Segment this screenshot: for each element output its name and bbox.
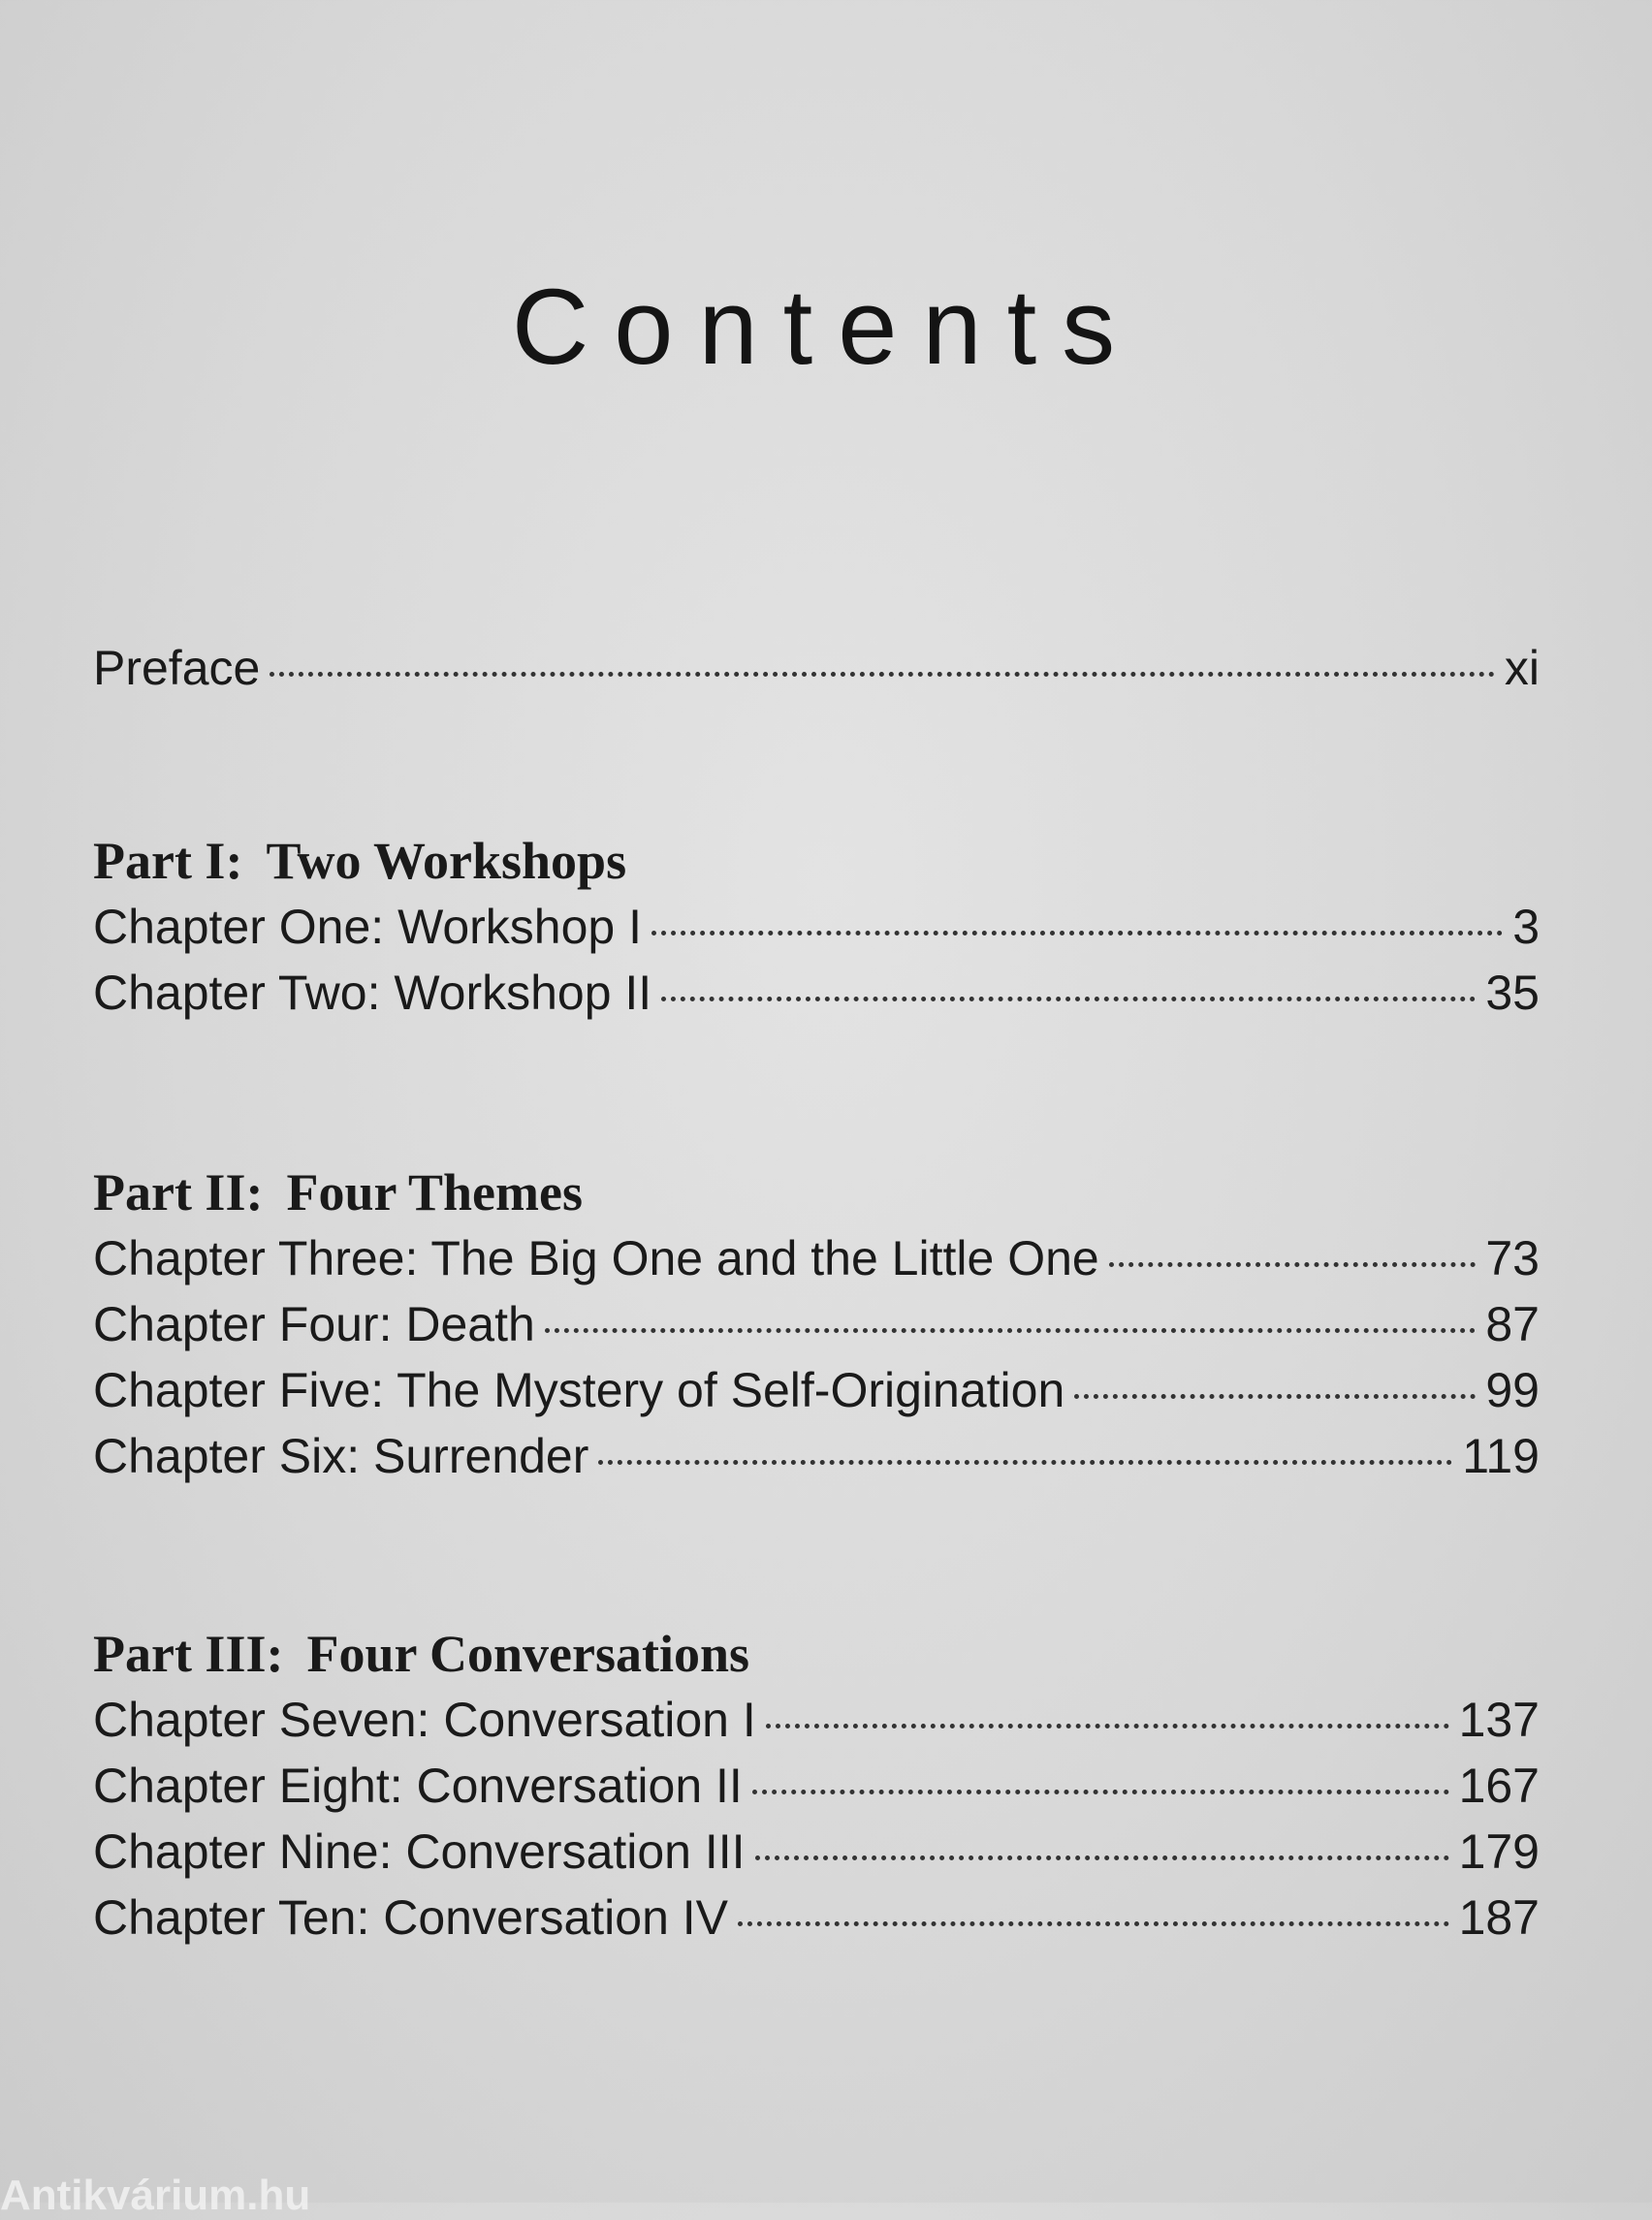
part-3-section bbox=[93, 1621, 1540, 1950]
toc-entry-preface bbox=[93, 635, 1540, 701]
toc-entry-label: Chapter One: Workshop I bbox=[93, 900, 643, 954]
toc-entry-page: 3 bbox=[1512, 900, 1540, 954]
toc-entry-chapter-five bbox=[93, 1357, 1540, 1423]
toc-entry-chapter-ten bbox=[93, 1885, 1540, 1950]
dot-leader bbox=[651, 931, 1503, 936]
page-title: Contents bbox=[511, 267, 1141, 387]
dot-leader bbox=[1109, 1262, 1477, 1267]
part-heading bbox=[93, 1159, 1540, 1225]
watermark: Antikvárium.hu bbox=[0, 2172, 311, 2219]
toc-entry-chapter-nine bbox=[93, 1819, 1540, 1885]
toc-entry-label: Chapter Eight: Conversation II bbox=[93, 1759, 743, 1813]
toc-entry-chapter-four bbox=[93, 1291, 1540, 1357]
toc-entry-chapter-three bbox=[93, 1225, 1540, 1291]
part-2-section bbox=[93, 1159, 1540, 1489]
part-label: Part II: bbox=[93, 1163, 264, 1221]
toc-entry-chapter-six bbox=[93, 1423, 1540, 1489]
dot-leader bbox=[755, 1855, 1449, 1860]
toc-entry-page: 99 bbox=[1485, 1363, 1540, 1417]
part-heading bbox=[93, 1621, 1540, 1687]
toc-entry-page: 167 bbox=[1458, 1759, 1540, 1813]
dot-leader bbox=[752, 1790, 1449, 1794]
toc-entry-label: Preface bbox=[93, 641, 261, 695]
toc-entry-page: 137 bbox=[1458, 1693, 1540, 1747]
part-label: Part I: bbox=[93, 832, 243, 890]
dot-leader bbox=[766, 1724, 1449, 1728]
toc-entry-label: Chapter Seven: Conversation I bbox=[93, 1693, 756, 1747]
toc-entry-page: 179 bbox=[1458, 1824, 1540, 1879]
dot-leader bbox=[738, 1921, 1449, 1926]
toc-entry-page: 73 bbox=[1485, 1231, 1540, 1285]
toc-entry-chapter-two bbox=[93, 960, 1540, 1026]
dot-leader bbox=[598, 1460, 1452, 1465]
dot-leader bbox=[545, 1328, 1477, 1333]
toc-entry-page: 35 bbox=[1485, 966, 1540, 1020]
dot-leader bbox=[1074, 1394, 1476, 1399]
part-title: Two Workshops bbox=[266, 832, 627, 890]
toc-entry-chapter-one bbox=[93, 894, 1540, 960]
toc-entry-label: Chapter Nine: Conversation III bbox=[93, 1824, 746, 1879]
part-heading bbox=[93, 828, 1540, 894]
toc-entry-label: Chapter Ten: Conversation IV bbox=[93, 1890, 729, 1945]
toc-entry-page: xi bbox=[1504, 641, 1540, 695]
part-title: Four Themes bbox=[286, 1163, 583, 1221]
part-title: Four Conversations bbox=[306, 1625, 749, 1683]
part-1-section bbox=[93, 828, 1540, 1026]
toc-entry-page: 187 bbox=[1458, 1890, 1540, 1945]
toc-entry-label: Chapter Four: Death bbox=[93, 1297, 535, 1351]
toc-entry-label: Chapter Two: Workshop II bbox=[93, 966, 652, 1020]
part-label: Part III: bbox=[93, 1625, 284, 1683]
toc-entry-label: Chapter Six: Surrender bbox=[93, 1429, 589, 1483]
toc-entry-label: Chapter Five: The Mystery of Self-Origination bbox=[93, 1363, 1065, 1417]
preface-section bbox=[93, 635, 1540, 701]
dot-leader bbox=[661, 997, 1476, 1001]
dot-leader bbox=[270, 672, 1495, 677]
toc-entry-label: Chapter Three: The Big One and the Little One bbox=[93, 1231, 1099, 1285]
toc-entry-page: 87 bbox=[1485, 1297, 1540, 1351]
toc-entry-chapter-eight bbox=[93, 1753, 1540, 1819]
toc-entry-chapter-seven bbox=[93, 1687, 1540, 1753]
toc-entry-page: 119 bbox=[1462, 1429, 1540, 1483]
